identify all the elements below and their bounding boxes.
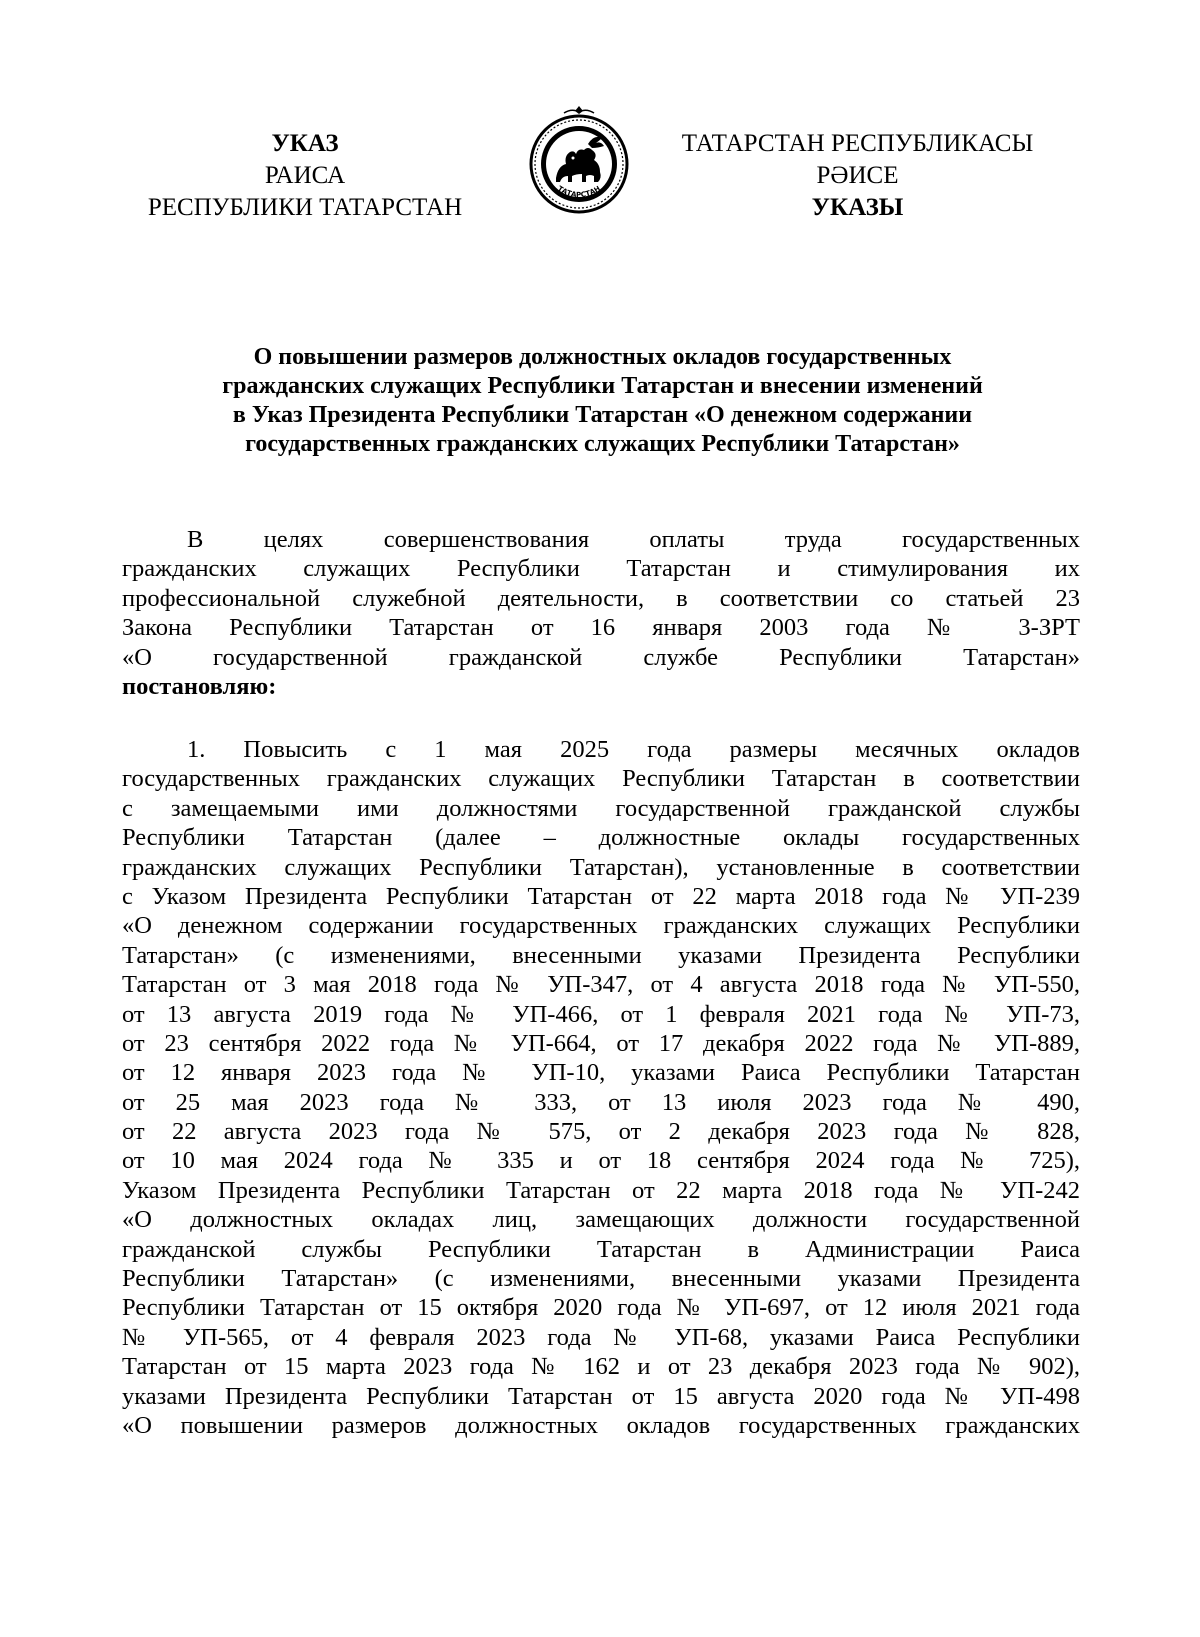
point1-line: № УП-565, от 4 февраля 2023 года № УП-68, указами Раиса Республики <box>122 1323 1080 1351</box>
title-line: гражданских служащих Республики Татарстан и внесении изменений <box>222 373 983 399</box>
point1-line: государственных гражданских служащих Республики Татарстан в соответствии <box>122 765 1080 793</box>
point1-line: «О повышении размеров должностных окладов государственных гражданских <box>122 1411 1080 1439</box>
point1-line: Татарстан от 3 мая 2018 года № УП-347, от 4 августа 2018 года № УП-550, <box>122 971 1080 999</box>
point1-line: от 10 мая 2024 года № 335 и от 18 сентября 2024 года № 725), <box>122 1147 1080 1175</box>
point1-line: Татарстан» (с изменениями, внесенными указами Президента Республики <box>122 941 1080 969</box>
preamble-line: гражданских служащих Республики Татарстан и стимулирования их <box>122 555 1080 583</box>
point1-line: гражданских служащих Республики Татарстан), установленные в соответствии <box>122 853 1080 881</box>
point1-line: от 22 августа 2023 года № 575, от 2 декабря 2023 года № 828, <box>122 1118 1080 1146</box>
preamble-paragraph <box>122 525 1080 701</box>
header-left-russian <box>110 128 500 224</box>
title-line: в Указ Президента Республики Татарстан «О денежном содержании <box>232 402 973 428</box>
header-right-line-1: ТАТАРСТАН РЕСПУБЛИКАСЫ <box>681 130 1034 157</box>
point1-line: с Указом Президента Республики Татарстан от 22 марта 2018 года № УП-239 <box>122 882 1080 910</box>
preamble-line: В целях совершенствования оплаты труда государственных <box>187 526 1080 553</box>
point1-line: от 23 сентября 2022 года № УП-664, от 17 декабря 2022 года № УП-889, <box>122 1029 1080 1057</box>
point1-line: «О должностных окладах лиц, замещающих должности государственной <box>122 1206 1080 1234</box>
point1-line: от 25 мая 2023 года № 333, от 13 июля 2023 года № 490, <box>122 1088 1080 1116</box>
title-line: государственных гражданских служащих Республики Татарстан» <box>245 431 960 457</box>
header-left-line-1: УКАЗ <box>271 130 339 157</box>
preamble-line: «О государственной гражданской службе Республики Татарстан» <box>122 643 1080 671</box>
title-line: О повышении размеров должностных окладов государственных <box>253 344 952 370</box>
decree-title <box>120 343 1085 459</box>
point1-line: гражданской службы Республики Татарстан в Администрации Раиса <box>122 1235 1080 1263</box>
point-1-paragraph <box>122 735 1080 1440</box>
emblem-band-text: ТАТАРСТАН <box>556 184 602 200</box>
header-right-line-2: РӘИСЕ <box>816 162 899 189</box>
point1-line: от 12 января 2023 года № УП-10, указами Раиса Республики Татарстан <box>122 1059 1080 1087</box>
point1-line: Республики Татарстан (далее – должностные оклады государственных <box>122 824 1080 852</box>
point1-line: Республики Татарстан» (с изменениями, внесенными указами Президента <box>122 1265 1080 1293</box>
header-left-line-3: РЕСПУБЛИКИ ТАТАРСТАН <box>147 194 463 221</box>
point1-line: с замещаемыми ими должностями государственной гражданской службы <box>122 794 1080 822</box>
point1-line: указами Президента Республики Татарстан от 15 августа 2020 года № УП-498 <box>122 1382 1080 1410</box>
header-right-line-3: УКАЗЫ <box>811 194 904 221</box>
point1-line: Указом Президента Республики Татарстан от 22 марта 2018 года № УП-242 <box>122 1176 1080 1204</box>
point1-line: Республики Татарстан от 15 октября 2020 года № УП-697, от 12 июля 2021 года <box>122 1294 1080 1322</box>
header-left-line-2: РАИСА <box>264 162 346 189</box>
point1-line: от 13 августа 2019 года № УП-466, от 1 февраля 2021 года № УП-73, <box>122 1000 1080 1028</box>
decree-word: постановляю: <box>122 672 277 700</box>
point1-line: Татарстан от 15 марта 2023 года № 162 и от 23 декабря 2023 года № 902), <box>122 1353 1080 1381</box>
preamble-line: Закона Республики Татарстан от 16 января 2003 года № 3-ЗРТ <box>122 614 1080 642</box>
tatarstan-emblem-icon <box>528 104 630 216</box>
point1-line: 1. Повысить с 1 мая 2025 года размеры месячных окладов <box>187 736 1080 763</box>
preamble-line: профессиональной служебной деятельности, в соответствии со статьей 23 <box>122 584 1080 612</box>
point1-line: «О денежном содержании государственных гражданских служащих Республики <box>122 912 1080 940</box>
header-right-tatar <box>655 128 1060 224</box>
